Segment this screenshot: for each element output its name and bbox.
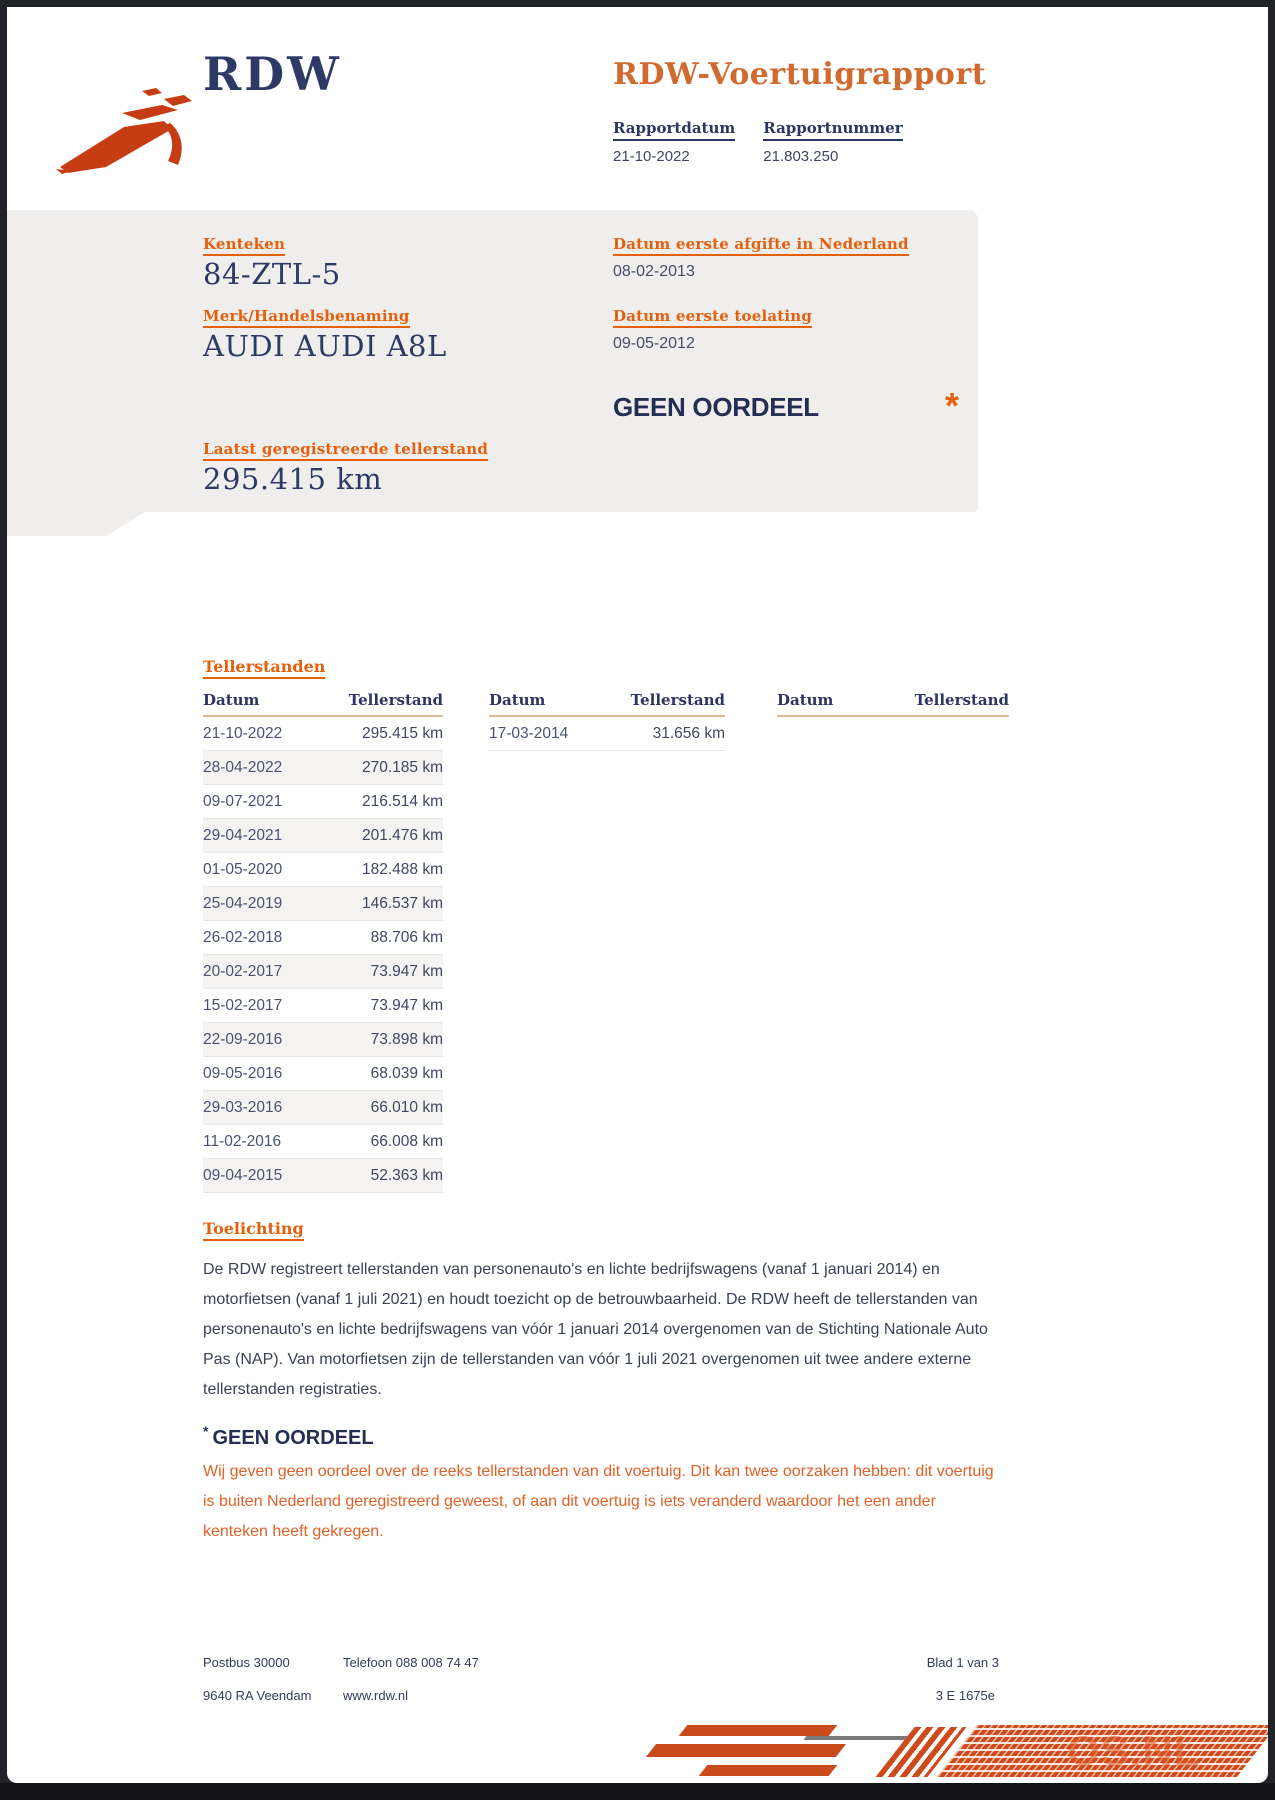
footer-address-line2: 9640 RA Veendam bbox=[203, 1688, 312, 1703]
laatste-tellerstand-label: Laatst geregistreerde tellerstand bbox=[203, 440, 488, 461]
report-number-block bbox=[763, 119, 902, 165]
row-odometer: 216.514 km bbox=[362, 792, 443, 810]
table-row bbox=[203, 989, 443, 1023]
table-row bbox=[203, 853, 443, 887]
table-rows bbox=[203, 717, 443, 1193]
datum-column-header: Datum bbox=[777, 691, 834, 709]
row-date: 29-03-2016 bbox=[203, 1098, 283, 1116]
row-date: 15-02-2017 bbox=[203, 996, 283, 1014]
row-odometer: 270.185 km bbox=[362, 758, 443, 776]
table-row bbox=[203, 1091, 443, 1125]
afgifte-value: 08-02-2013 bbox=[613, 263, 695, 280]
row-date: 09-07-2021 bbox=[203, 792, 283, 810]
note-heading bbox=[203, 1423, 374, 1450]
report-date-value: 21-10-2022 bbox=[613, 148, 690, 165]
row-date: 25-04-2019 bbox=[203, 894, 283, 912]
row-date: 21-10-2022 bbox=[203, 724, 283, 742]
table-rows bbox=[489, 717, 725, 751]
tellerstand-column-header: Tellerstand bbox=[630, 691, 725, 709]
afgifte-label: Datum eerste afgifte in Nederland bbox=[613, 235, 909, 256]
row-odometer: 201.476 km bbox=[362, 826, 443, 844]
row-odometer: 73.898 km bbox=[370, 1030, 443, 1048]
datum-column-header: Datum bbox=[489, 691, 546, 709]
row-date: 20-02-2017 bbox=[203, 962, 283, 980]
table-row bbox=[203, 1057, 443, 1091]
row-date: 09-05-2016 bbox=[203, 1064, 283, 1082]
toelating-value: 09-05-2012 bbox=[613, 335, 695, 352]
row-odometer: 68.039 km bbox=[370, 1064, 443, 1082]
table-row bbox=[203, 785, 443, 819]
table-row bbox=[203, 921, 443, 955]
note-heading-text: GEEN OORDEEL bbox=[212, 1427, 374, 1449]
row-odometer: 73.947 km bbox=[370, 962, 443, 980]
footer-address-line1: Postbus 30000 bbox=[203, 1655, 290, 1670]
merk-label: Merk/Handelsbenaming bbox=[203, 307, 410, 328]
footer-phone: Telefoon 088 008 74 47 bbox=[343, 1655, 479, 1670]
table-header-row bbox=[777, 691, 1009, 717]
table-row bbox=[203, 1023, 443, 1057]
table-row bbox=[203, 1125, 443, 1159]
table-row bbox=[203, 1159, 443, 1193]
row-date: 28-04-2022 bbox=[203, 758, 283, 776]
row-odometer: 295.415 km bbox=[362, 724, 443, 742]
report-date-block bbox=[613, 119, 735, 165]
row-odometer: 73.947 km bbox=[370, 996, 443, 1014]
vehicle-panel-tab bbox=[7, 512, 145, 536]
row-date: 29-04-2021 bbox=[203, 826, 283, 844]
document-title: RDW-Voertuigrapport bbox=[613, 57, 987, 92]
rdw-logo-text: RDW bbox=[203, 47, 342, 101]
report-number-value: 21.803.250 bbox=[763, 148, 839, 165]
viewer-bottom-band bbox=[0, 1783, 1275, 1800]
table-header-row bbox=[203, 691, 443, 717]
tellerstand-column-header: Tellerstand bbox=[914, 691, 1009, 709]
row-odometer: 182.488 km bbox=[362, 860, 443, 878]
row-date: 17-03-2014 bbox=[489, 724, 569, 742]
row-odometer: 88.706 km bbox=[370, 928, 443, 946]
tellerstanden-table-2 bbox=[489, 691, 725, 751]
verdict-text: GEEN OORDEEL bbox=[613, 392, 819, 422]
footer-website: www.rdw.nl bbox=[343, 1688, 409, 1703]
laatste-tellerstand-value: 295.415 km bbox=[203, 462, 383, 496]
table-row bbox=[203, 751, 443, 785]
footer-form-code: 3 E 1675e bbox=[935, 1688, 995, 1703]
verdict-asterisk: * bbox=[945, 385, 960, 426]
toelichting-body: De RDW registreert tellerstanden van personenauto's en lichte bedrijfswagens (vanaf 1 januari 2014) en motorfietsen (vanaf 1 juli 2021) en houdt toezicht op de betrouwbaarheid. De RDW heeft de tellerstanden van personenauto's en lichte bedrijfswagens van vóór 1 januari 2014 overgenomen van de Stichting Nationale Auto Pas (NAP). Van motorfietsen zijn de tellerstanden van vóór 1 juli 2021 overgenomen uit twee andere externe tellerstanden registraties. bbox=[203, 1261, 988, 1398]
table-header-row bbox=[489, 691, 725, 717]
row-odometer: 31.656 km bbox=[652, 724, 725, 742]
toelating-label: Datum eerste toelating bbox=[613, 307, 812, 328]
watermark-text: OS.NL bbox=[1067, 1727, 1201, 1774]
table-row bbox=[203, 887, 443, 921]
table-row bbox=[489, 717, 725, 751]
row-odometer: 66.008 km bbox=[370, 1132, 443, 1150]
footer-decoration-graphic bbox=[637, 1719, 1268, 1781]
tellerstanden-heading: Tellerstanden bbox=[203, 657, 325, 679]
tellerstanden-table-1 bbox=[203, 691, 443, 1193]
footer-page-number: Blad 1 van 3 bbox=[926, 1655, 999, 1670]
row-odometer: 66.010 km bbox=[370, 1098, 443, 1116]
note-asterisk: * bbox=[203, 1423, 209, 1439]
row-date: 26-02-2018 bbox=[203, 928, 283, 946]
report-date-label: Rapportdatum bbox=[613, 119, 735, 141]
row-date: 22-09-2016 bbox=[203, 1030, 283, 1048]
tellerstand-column-header: Tellerstand bbox=[348, 691, 443, 709]
datum-column-header: Datum bbox=[203, 691, 260, 709]
row-date: 01-05-2020 bbox=[203, 860, 283, 878]
kenteken-value: 84-ZTL-5 bbox=[203, 257, 341, 291]
row-date: 09-04-2015 bbox=[203, 1166, 283, 1184]
report-number-label: Rapportnummer bbox=[763, 119, 902, 141]
note-body: Wij geven geen oordeel over de reeks tellerstanden van dit voertuig. Dit kan twee oorzaken hebben: dit voertuig is buiten Nederland geregistreerd geweest, of aan dit voertuig is iets veranderd waardoor het een ander kenteken heeft gekregen. bbox=[203, 1463, 994, 1540]
tellerstanden-table-3 bbox=[777, 691, 1009, 717]
document-page bbox=[7, 7, 1268, 1783]
report-meta bbox=[613, 119, 903, 165]
row-odometer: 52.363 km bbox=[370, 1166, 443, 1184]
merk-value: AUDI AUDI A8L bbox=[203, 329, 447, 363]
row-date: 11-02-2016 bbox=[203, 1132, 282, 1150]
table-row bbox=[203, 717, 443, 751]
table-row bbox=[203, 955, 443, 989]
row-odometer: 146.537 km bbox=[362, 894, 443, 912]
toelichting-heading: Toelichting bbox=[203, 1219, 304, 1241]
table-row bbox=[203, 819, 443, 853]
rdw-logo-icon bbox=[52, 79, 202, 174]
kenteken-label: Kenteken bbox=[203, 235, 285, 256]
